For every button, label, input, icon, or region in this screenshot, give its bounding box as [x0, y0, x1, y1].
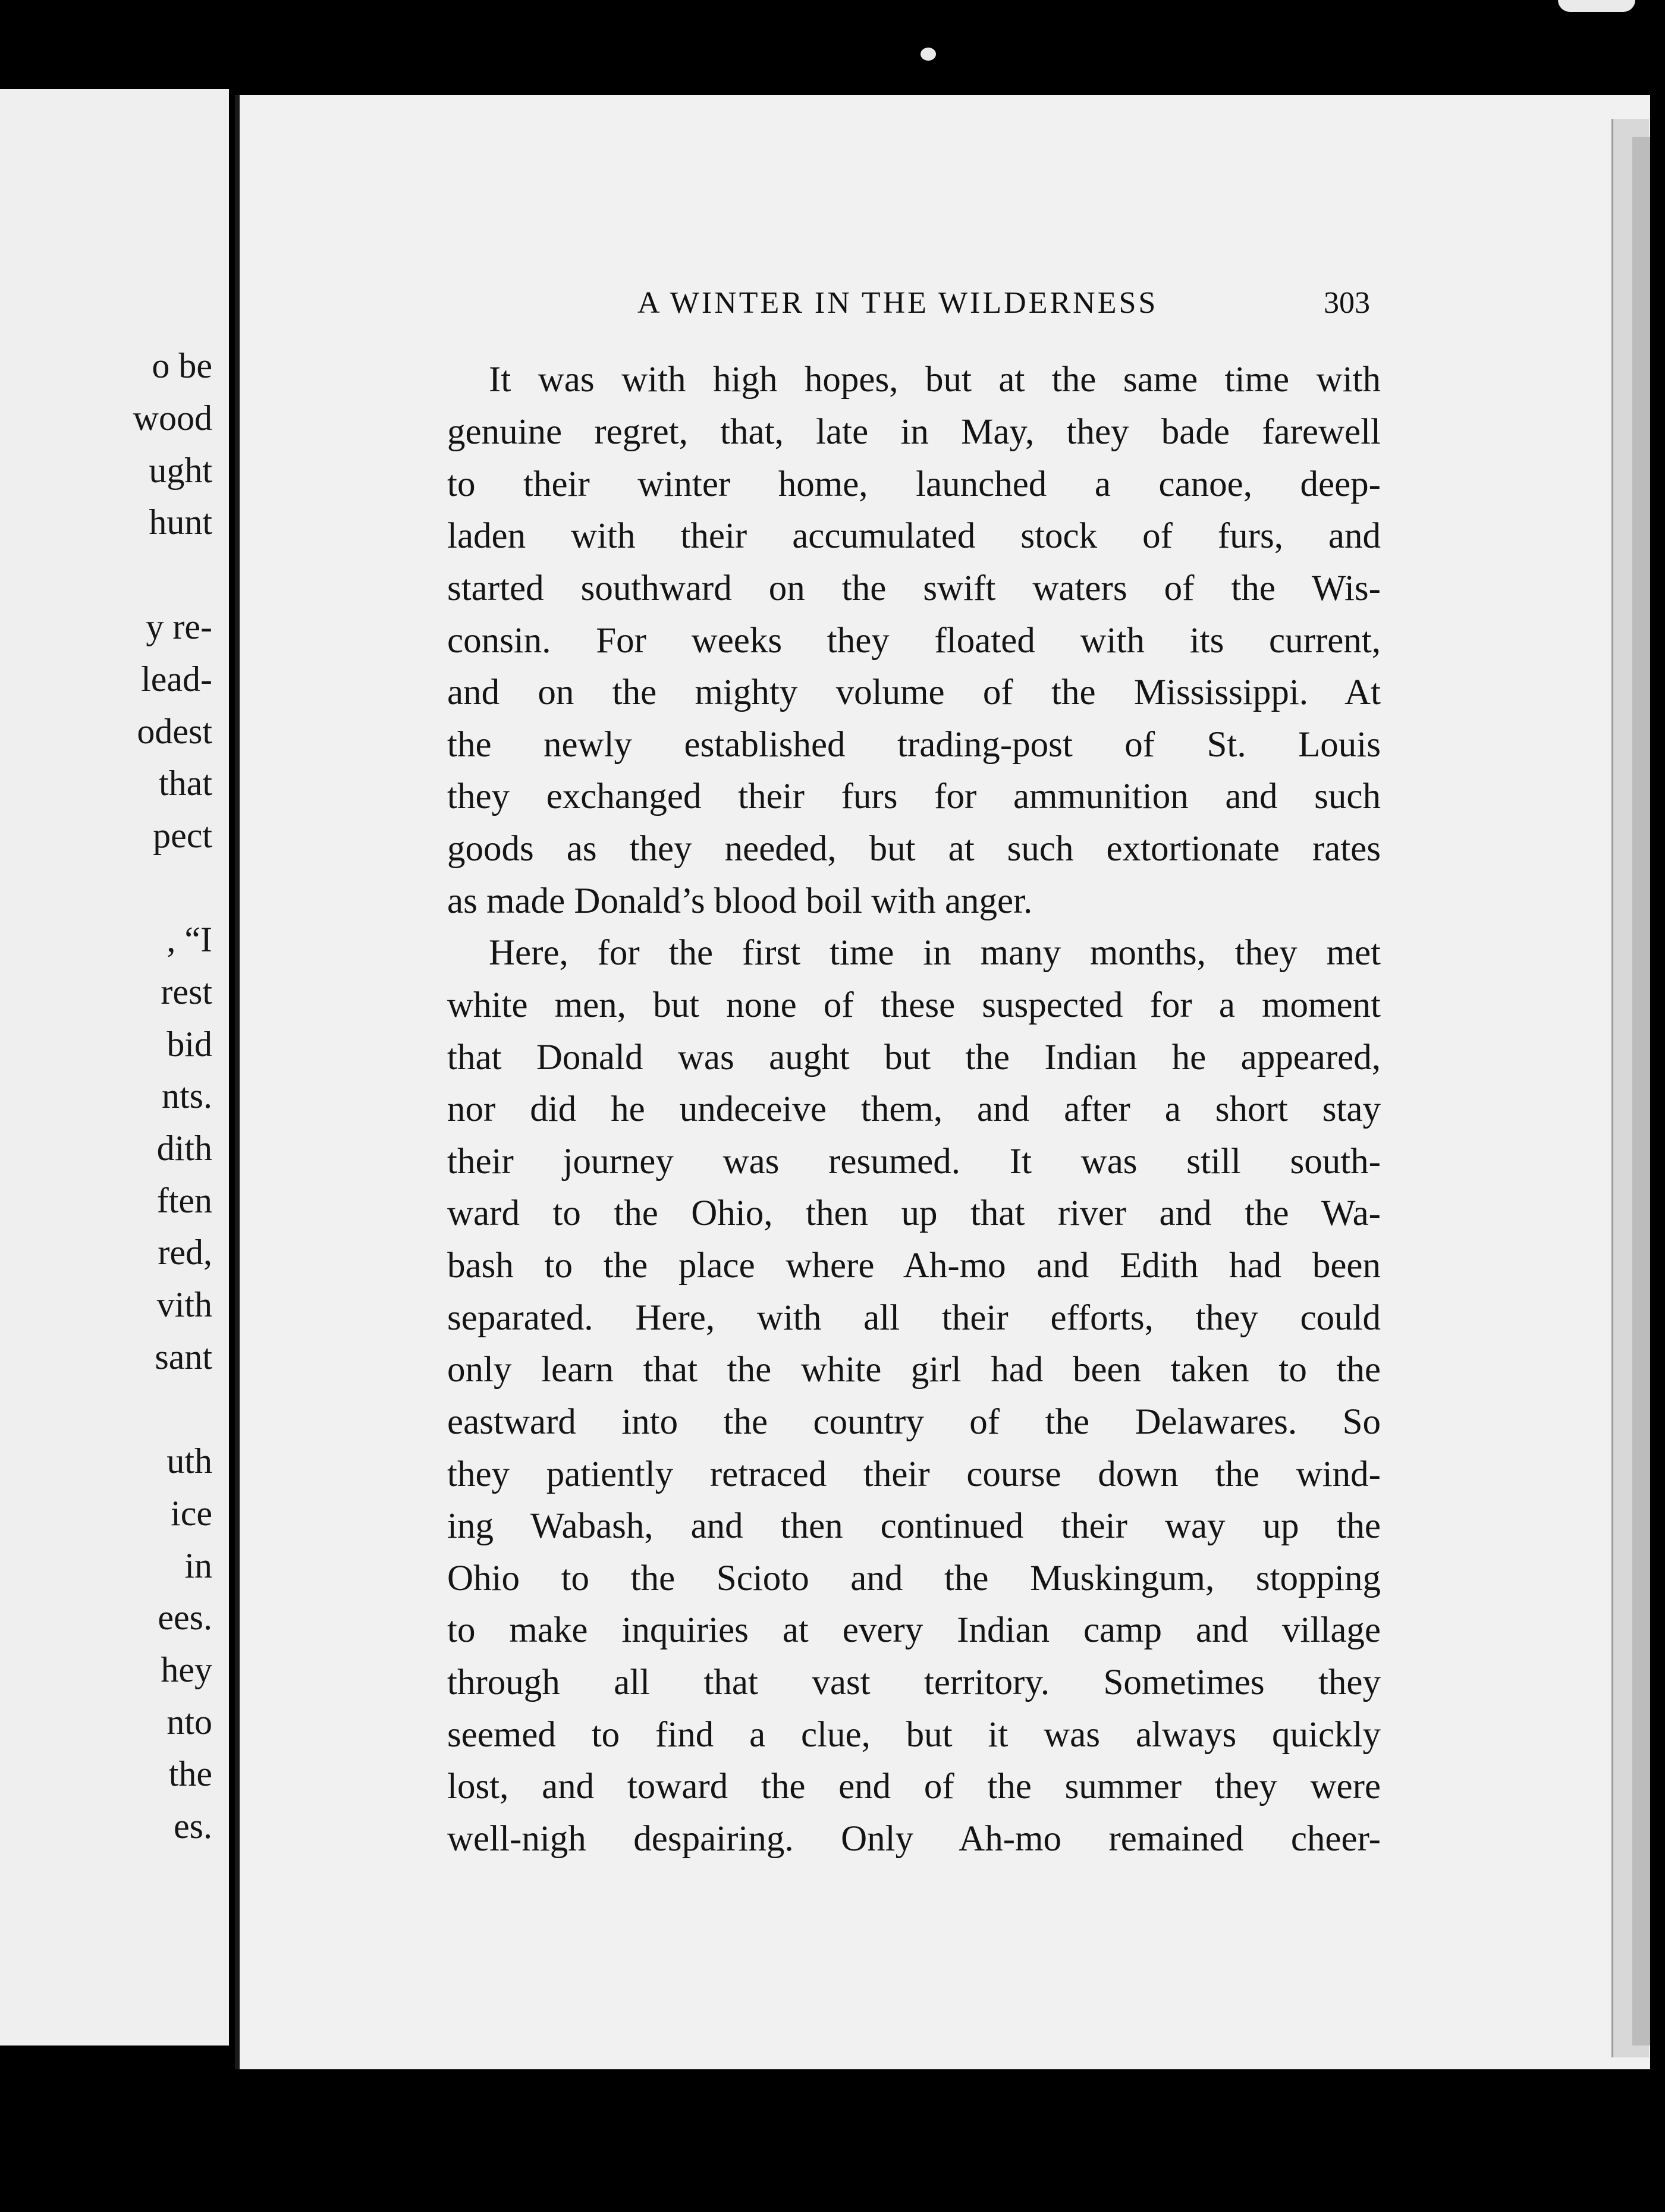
- left-page-line: ften: [156, 1181, 212, 1220]
- left-page-line: es.: [174, 1806, 212, 1846]
- body-text-line: Here, for the first time in many months, they met: [489, 933, 1381, 973]
- body-text-line: laden with their accumulated stock of furs, and: [447, 516, 1381, 556]
- body-text-line: to make inquiries at every Indian camp and village: [447, 1610, 1381, 1650]
- left-page-line: hey: [161, 1650, 212, 1689]
- body-text-line: they exchanged their furs for ammunition and such: [447, 777, 1381, 816]
- page-edge: [1632, 137, 1650, 2046]
- body-text-line: only learn that the white girl had been taken to the: [447, 1350, 1381, 1390]
- left-page-line: dith: [156, 1129, 212, 1168]
- left-page-line: rest: [161, 972, 212, 1011]
- left-page-line: , “I: [166, 920, 212, 959]
- body-text-line: goods as they needed, but at such extortionate rates: [447, 829, 1381, 869]
- left-page-line: hunt: [149, 502, 212, 542]
- body-text-line: eastward into the country of the Delawares. So: [447, 1402, 1381, 1442]
- body-text-line: white men, but none of these suspected for a moment: [447, 985, 1381, 1025]
- body-text-line: through all that vast territory. Sometimes they: [447, 1663, 1381, 1702]
- body-text-line: lost, and toward the end of the summer they were: [447, 1767, 1381, 1806]
- body-text-line: seemed to find a clue, but it was always quickly: [447, 1715, 1381, 1755]
- body-text-line: their journey was resumed. It was still south-: [447, 1142, 1381, 1182]
- left-page-line: ught: [149, 451, 212, 490]
- left-page-line: that: [159, 763, 212, 803]
- left-page-line: wood: [133, 398, 212, 438]
- left-page-line: nto: [166, 1702, 212, 1742]
- body-text-line: to their winter home, launched a canoe, deep-: [447, 464, 1381, 504]
- left-page-line: the: [168, 1754, 212, 1793]
- left-page-line: in: [184, 1546, 212, 1585]
- body-text-line: well-nigh despairing. Only Ah-mo remained cheer-: [447, 1819, 1381, 1859]
- body-text-line: started southward on the swift waters of the Wis-: [447, 568, 1381, 608]
- left-page-line: nts.: [161, 1076, 212, 1116]
- left-page-line: uth: [166, 1441, 212, 1481]
- scan-speck: [1558, 0, 1635, 12]
- body-text-line: ing Wabash, and then continued their way up the: [447, 1506, 1381, 1546]
- body-text-line: ward to the Ohio, then up that river and the Wa-: [447, 1193, 1381, 1233]
- left-page-line: red,: [158, 1233, 212, 1272]
- body-text-line: the newly established trading-post of St. Louis: [447, 725, 1381, 765]
- left-page-line: odest: [137, 712, 212, 751]
- left-page-line: o be: [152, 346, 212, 385]
- previous-page-fragment: [0, 89, 229, 2046]
- body-text-line: It was with high hopes, but at the same time with: [489, 360, 1381, 400]
- body-text-line: they patiently retraced their course down the wind-: [447, 1454, 1381, 1494]
- left-page-line: pect: [153, 816, 212, 855]
- left-page-line: vith: [156, 1285, 212, 1324]
- body-text-line: separated. Here, with all their efforts, they could: [447, 1298, 1381, 1338]
- left-page-line: sant: [155, 1337, 212, 1377]
- body-text-line: as made Donald’s blood boil with anger.: [447, 881, 1033, 921]
- body-text-line: nor did he undeceive them, and after a short stay: [447, 1089, 1381, 1129]
- running-head: A WINTER IN THE WILDERNESS: [637, 286, 1158, 320]
- scan-speck: [921, 48, 936, 61]
- body-text-line: genuine regret, that, late in May, they bade farewell: [447, 412, 1381, 452]
- left-page-line: ees.: [158, 1598, 212, 1637]
- body-text-line: consin. For weeks they floated with its current,: [447, 621, 1381, 661]
- body-text-line: Ohio to the Scioto and the Muskingum, stopping: [447, 1559, 1381, 1598]
- left-page-line: bid: [166, 1025, 212, 1064]
- body-text-line: and on the mighty volume of the Mississippi. At: [447, 673, 1381, 712]
- left-page-line: y re-: [146, 607, 212, 646]
- left-page-line: ice: [171, 1494, 212, 1533]
- body-text-line: that Donald was aught but the Indian he appeared,: [447, 1038, 1381, 1077]
- left-page-line: lead-: [141, 659, 212, 699]
- page-number: 303: [1324, 286, 1370, 320]
- body-text-line: bash to the place where Ah-mo and Edith had been: [447, 1246, 1381, 1286]
